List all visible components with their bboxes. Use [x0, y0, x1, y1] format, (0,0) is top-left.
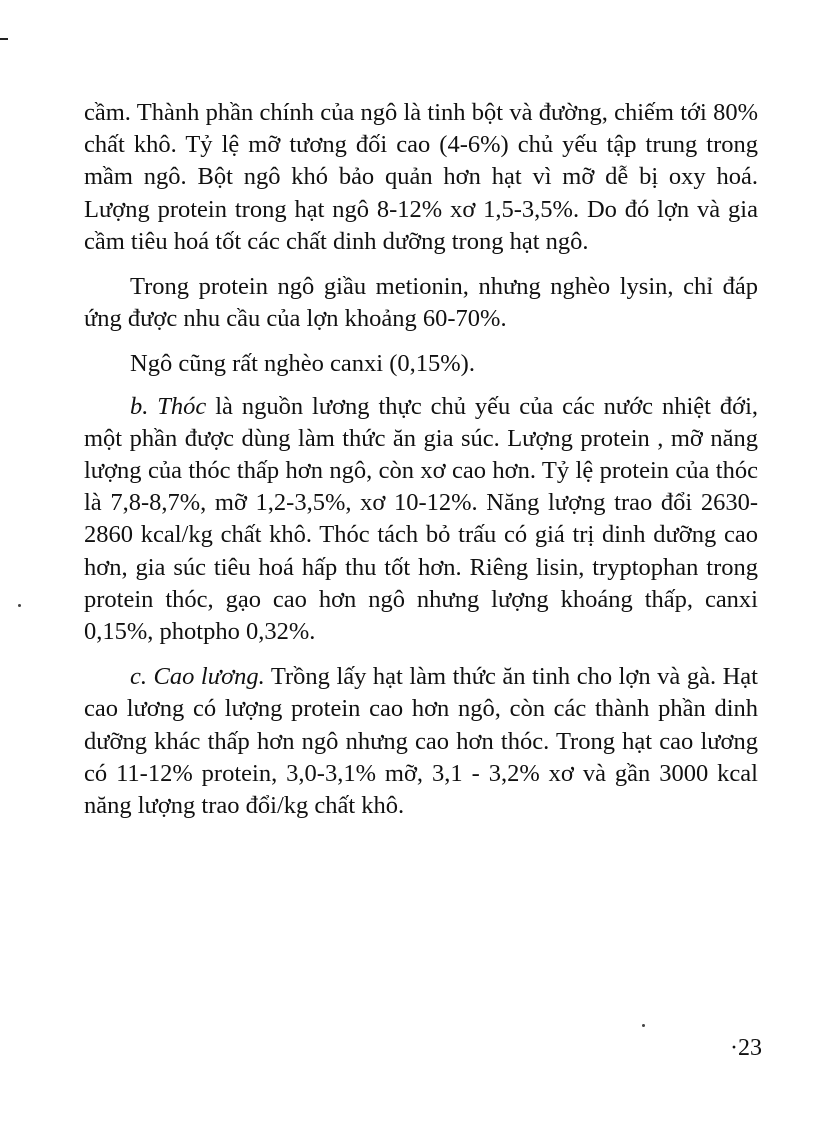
- scan-speck: [642, 1024, 645, 1027]
- paragraph-rice: [84, 391, 758, 649]
- scan-speck: [18, 604, 21, 607]
- paragraph-corn-protein: Trong protein ngô giầu metionin, nhưng nghèo lysin, chỉ đáp ứng được nhu cầu của lợn khoảng 60-70%.: [84, 273, 758, 333]
- section-heading-sorghum: c. Cao lương.: [130, 663, 265, 691]
- page-number: ·23: [730, 1035, 762, 1061]
- paragraph-rice-text: là nguồn lương thực chủ yếu của các nước nhiệt đới, một phần được dùng làm thức ăn gia súc. Lượng protein , mỡ năng lượng của thóc thấp hơn ngô, còn xơ cao hơn. Tỷ lệ protein của thóc là 7,8-8,7%, mỡ 1,2-3,5%, xơ 10-12%. Năng lượng trao đổi 2630-2860 kcal/kg chất khô. Thóc tách bỏ trấu có giá trị dinh dưỡng cao hơn, gia súc tiêu hoá hấp thu tốt hơn. Riêng lisin, tryptophan trong protein thóc, gạo cao hơn ngô nhưng lượng khoáng thấp, canxi 0,15%, photpho 0,32%.: [84, 392, 759, 646]
- paragraph-corn-composition: cầm. Thành phần chính của ngô là tinh bột và đường, chiếm tới 80% chất khô. Tỷ lệ mỡ tương đối cao (4-6%) chủ yếu tập trung trong mầm ngô. Bột ngô khó bảo quản hơn hạt vì mỡ dễ bị oxy hoá. Lượng protein trong hạt ngô 8-12% xơ 1,5-3,5%. Do đó lợn và gia cầm tiêu hoá tốt các chất dinh dưỡng trong hạt ngô.: [84, 99, 758, 255]
- paragraph-sorghum: [84, 661, 758, 822]
- page-body: [84, 97, 758, 822]
- margin-mark: [0, 38, 8, 40]
- paragraph-corn-calcium: Ngô cũng rất nghèo canxi (0,15%).: [130, 350, 475, 378]
- section-heading-rice: b. Thóc: [130, 392, 207, 420]
- paragraph-sorghum-text: Trồng lấy hạt làm thức ăn tinh cho lợn và gà. Hạt cao lương có lượng protein cao hơn ngô, còn các thành phần dinh dưỡng khác thấp hơn ngô nhưng cao hơn thóc. Trong hạt cao lương có 11-12% protein, 3,0-3,1% mỡ, 3,1 - 3,2% xơ và gần 3000 kcal năng lượng trao đổi/kg chất khô.: [84, 663, 758, 820]
